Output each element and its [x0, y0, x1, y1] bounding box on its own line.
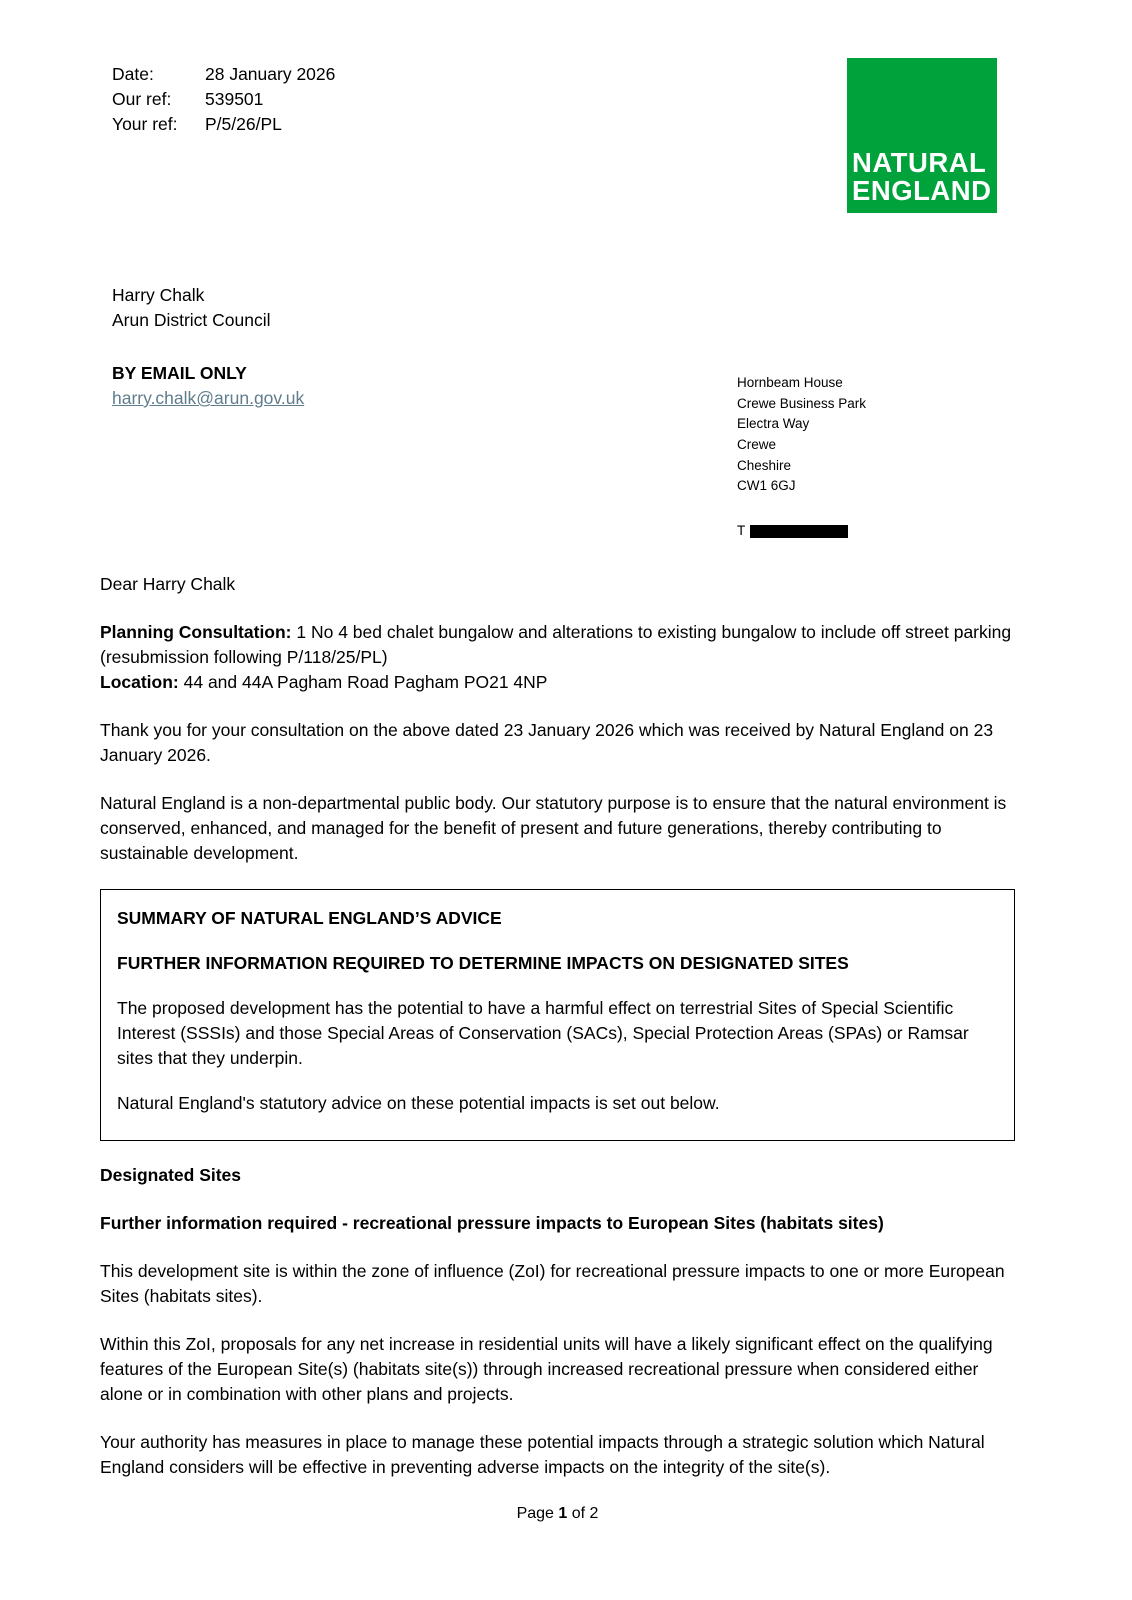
location-text: 44 and 44A Pagham Road Pagham PO21 4NP: [178, 671, 548, 692]
summary-advice-box: [100, 889, 1015, 1141]
natural-england-logo: [847, 58, 997, 213]
summary-box-subheading: FURTHER INFORMATION REQUIRED TO DETERMINE IMPACTS ON DESIGNATED SITES: [117, 952, 849, 973]
page-indicator: [100, 1503, 1015, 1526]
address-line: Crewe Business Park: [737, 395, 867, 411]
summary-box-paragraph-2: Natural England's statutory advice on these potential impacts is set out below.: [117, 1092, 720, 1113]
further-information-heading: Further information required - recreational pressure impacts to European Sites (habitats sites): [100, 1212, 884, 1233]
address-line: Electra Way: [737, 416, 810, 432]
contact-row: [100, 361, 1015, 541]
date-label: Date:: [112, 64, 154, 84]
date-value: 28 January 2026: [205, 64, 336, 84]
logo-line-2: ENGLAND: [852, 174, 992, 206]
logo-line-1: NATURAL: [852, 146, 987, 178]
salutation: Dear Harry Chalk: [100, 573, 236, 594]
our-ref-value: 539501: [205, 89, 264, 110]
address-line: Hornbeam House: [737, 375, 843, 391]
our-ref-label: Our ref:: [112, 89, 172, 110]
email-block: [112, 361, 304, 541]
recipient-email-link[interactable]: harry.chalk@arun.gov.uk: [112, 388, 305, 409]
summary-box-paragraph-1: The proposed development has the potential to have a harmful effect on terrestrial Sites of Special Scientific Interest (SSSIs) and those Special Areas of Conservation (SACs), Special Protection Areas (SPAs) or Ramsar sites that they underpin.: [117, 997, 969, 1068]
authority-paragraph: Your authority has measures in place to manage these potential impacts through a strategic solution which Natural England considers will be effective in preventing adverse impacts on the integrity of the site(s).: [100, 1431, 985, 1477]
page-prefix: Page: [516, 1504, 559, 1522]
phone-row: [737, 521, 917, 542]
about-paragraph: Natural England is a non-departmental public body. Our statutory purpose is to ensure that the natural environment is conserved, enhanced, and managed for the benefit of present and future generations, thereby contributing to sustainable development.: [100, 792, 1007, 863]
by-email-heading: BY EMAIL ONLY: [112, 363, 247, 384]
recipient-block: [112, 283, 1015, 333]
date-row: [112, 62, 335, 87]
phone-redaction-bar: [750, 525, 848, 538]
our-ref-row: [112, 87, 335, 112]
address-line: Crewe: [737, 436, 777, 452]
page-number: 1: [558, 1504, 568, 1522]
recipient-organisation: Arun District Council: [112, 310, 271, 331]
consultation-paragraph: [100, 620, 1015, 695]
summary-box-heading: SUMMARY OF NATURAL ENGLAND’S ADVICE: [117, 907, 502, 928]
recipient-name: Harry Chalk: [112, 285, 205, 305]
location-label: Location:: [100, 671, 179, 692]
within-zoi-paragraph: Within this ZoI, proposals for any net increase in residential units will have a likely significant effect on the qualifying features of the European Site(s) (habitats site(s)) through increased recreational pressure when considered either alone or in combination with other plans and projects.: [100, 1333, 993, 1404]
page-suffix: of 2: [567, 1504, 599, 1522]
phone-label: T: [737, 522, 746, 538]
address-line: Cheshire: [737, 457, 792, 473]
sender-address-block: [737, 361, 917, 541]
letter-header: [100, 58, 1015, 213]
your-ref-label: Your ref:: [112, 114, 178, 135]
designated-sites-heading: Designated Sites: [100, 1164, 242, 1185]
address-line: CW1 6GJ: [737, 478, 796, 494]
consultation-text: 1 No 4 bed chalet bungalow and alterations to existing bungalow to include off street parking (resubmission following P/118/25/PL): [100, 621, 1012, 667]
zoi-paragraph: This development site is within the zone of influence (ZoI) for recreational pressure impacts to one or more European Sites (habitats sites).: [100, 1260, 1005, 1306]
consultation-label: Planning Consultation:: [100, 621, 292, 642]
letter-body: [100, 572, 1015, 1503]
thanks-paragraph: Thank you for your consultation on the above dated 23 January 2026 which was received by Natural England on 23 January 2026.: [100, 719, 994, 765]
your-ref-value: P/5/26/PL: [205, 114, 282, 135]
your-ref-row: [112, 112, 335, 137]
reference-block: [112, 62, 335, 137]
